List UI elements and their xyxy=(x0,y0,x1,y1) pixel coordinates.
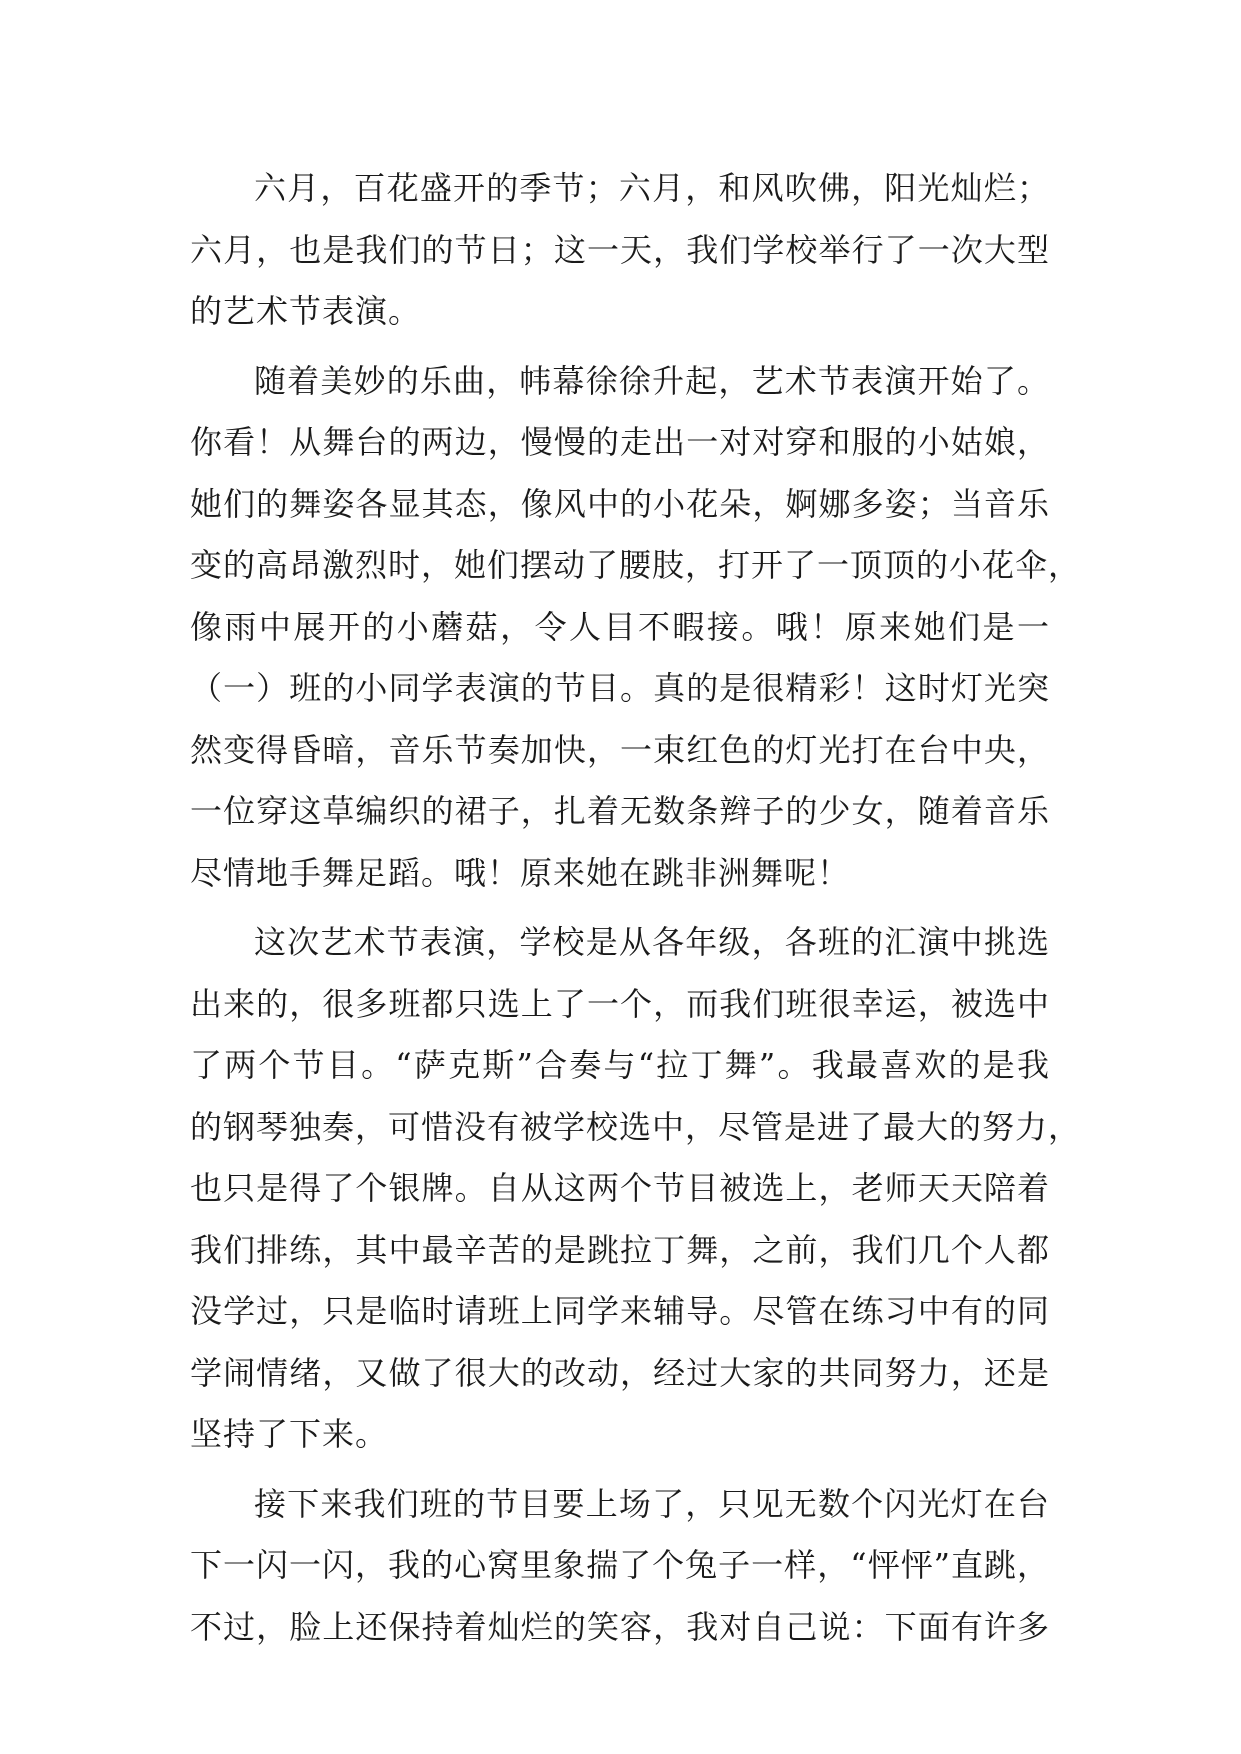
paragraph-1 xyxy=(190,158,1050,343)
text-line: 她们的舞姿各显其态，像风中的小花朵，婀娜多姿；当音乐 xyxy=(190,484,1050,523)
text-line: 了两个节目。“萨克斯”合奏与“拉丁舞”。我最喜欢的是我 xyxy=(190,1046,1050,1084)
text-line: 尽情地手舞足蹈。哦！原来她在跳非洲舞呢！ xyxy=(190,853,851,892)
text-line: 像雨中展开的小蘑菇，令人目不暇接。哦！原来她们是一 xyxy=(190,607,1050,646)
text-line: 下一闪一闪，我的心窝里象揣了个兔子一样，“怦怦”直跳， xyxy=(190,1546,1050,1584)
text-line: 出来的，很多班都只选上了一个，而我们班很幸运，被选中 xyxy=(190,984,1050,1023)
text-line: 不过，脸上还保持着灿烂的笑容，我对自己说：下面有许多 xyxy=(190,1607,1050,1646)
text-line: 我们排练，其中最辛苦的是跳拉丁舞，之前，我们几个人都 xyxy=(190,1230,1050,1269)
text-line: 六月，百花盛开的季节；六月，和风吹佛，阳光灿烂； xyxy=(254,169,1050,207)
text-line: 坚持了下来。 xyxy=(190,1415,389,1453)
body-text xyxy=(190,158,1082,1658)
text-line: 也只是得了个银牌。自从这两个节目被选上，老师天天陪着 xyxy=(190,1169,1050,1207)
text-line: 随着美妙的乐曲，帏幕徐徐升起，艺术节表演开始了。 xyxy=(254,361,1050,400)
text-line: 一位穿这草编织的裙子，扎着无数条辫子的少女，随着音乐 xyxy=(190,792,1050,830)
text-line: 变的高昂激烈时，她们摆动了腰肢，打开了一顶顶的小花伞， xyxy=(190,546,1082,584)
text-line: 你看！从舞台的两边，慢慢的走出一对对穿和服的小姑娘， xyxy=(190,423,1050,461)
text-line: 的艺术节表演。 xyxy=(190,292,422,330)
text-line: 六月，也是我们的节日；这一天，我们学校举行了一次大型 xyxy=(190,230,1050,269)
text-line: 的钢琴独奏，可惜没有被学校选中，尽管是进了最大的努力， xyxy=(190,1107,1082,1146)
paragraph-2 xyxy=(190,351,1082,905)
paragraph-3 xyxy=(190,912,1082,1466)
text-line: （一）班的小同学表演的节目。真的是很精彩！这时灯光突 xyxy=(190,669,1050,707)
text-line: 没学过，只是临时请班上同学来辅导。尽管在练习中有的同 xyxy=(190,1292,1050,1330)
text-line: 这次艺术节表演，学校是从各年级，各班的汇演中挑选 xyxy=(254,923,1050,961)
paragraph-4 xyxy=(190,1474,1050,1659)
text-line: 学闹情绪，又做了很大的改动，经过大家的共同努力，还是 xyxy=(190,1353,1050,1392)
text-line: 然变得昏暗，音乐节奏加快，一束红色的灯光打在台中央， xyxy=(190,730,1050,769)
text-line: 接下来我们班的节目要上场了，只见无数个闪光灯在台 xyxy=(254,1484,1050,1523)
